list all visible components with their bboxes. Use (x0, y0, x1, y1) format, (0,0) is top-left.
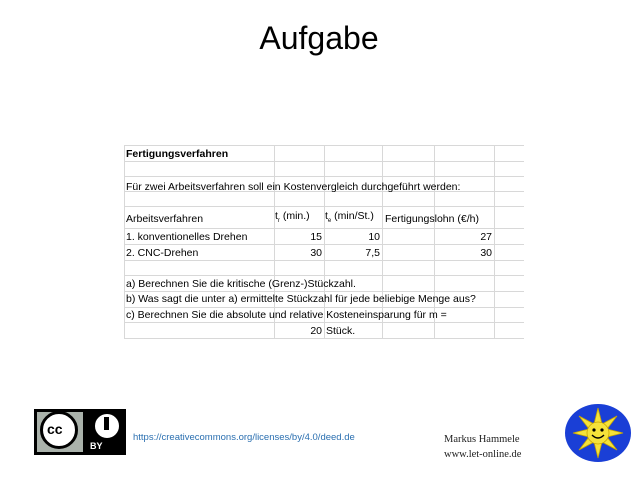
grid-line (494, 145, 495, 339)
row-1-te: 10 (368, 231, 380, 243)
col-header-wage: Fertigungslohn (€/h) (385, 213, 479, 225)
cc-by-license-badge (34, 409, 126, 455)
person-figure-icon (104, 417, 109, 430)
row-1-name: 1. konventionelles Drehen (126, 231, 248, 243)
task-b: b) Was sagt die unter a) ermittelte Stückzahl für jede beliebige Menge aus? (126, 293, 476, 305)
author-block (444, 432, 521, 462)
author-website[interactable]: www.let-online.de (444, 449, 522, 460)
author-name: Markus Hammele (444, 434, 520, 445)
grid-line (124, 145, 125, 339)
row-1-wage: 27 (480, 231, 492, 243)
col-header-te: $t_e$ (min/St.) (325, 210, 374, 224)
sheet-intro: Für zwei Arbeitsverfahren soll ein Kostenvergleich durchgeführt werden: (126, 181, 461, 193)
spreadsheet (124, 145, 524, 339)
cc-badge-text: cc (47, 421, 63, 437)
slide-title: Aufgabe (259, 20, 379, 56)
col-header-tr: $t_r$ (min.) (275, 210, 310, 224)
row-1-tr: 15 (310, 231, 322, 243)
row-2-name: 2. CNC-Drehen (126, 247, 199, 259)
row-2-te: 7,5 (365, 247, 380, 259)
task-c-quantity: 20 (310, 325, 322, 337)
task-c-unit: Stück. (326, 325, 356, 337)
sheet-heading: Fertigungsverfahren (126, 148, 229, 160)
sun-logo-icon (563, 402, 633, 464)
row-2-wage: 30 (480, 247, 492, 259)
row-2-tr: 30 (310, 247, 322, 259)
by-badge-text: BY (90, 441, 103, 451)
task-a: a) Berechnen Sie die kritische (Grenz-)Stückzahl. (126, 278, 356, 290)
col-header-name: Arbeitsverfahren (126, 213, 204, 225)
task-c: c) Berechnen Sie die absolute und relative Kosteneinsparung für m = (126, 309, 447, 321)
license-link[interactable]: https://creativecommons.org/licenses/by/4.0/deed.de (133, 432, 355, 443)
